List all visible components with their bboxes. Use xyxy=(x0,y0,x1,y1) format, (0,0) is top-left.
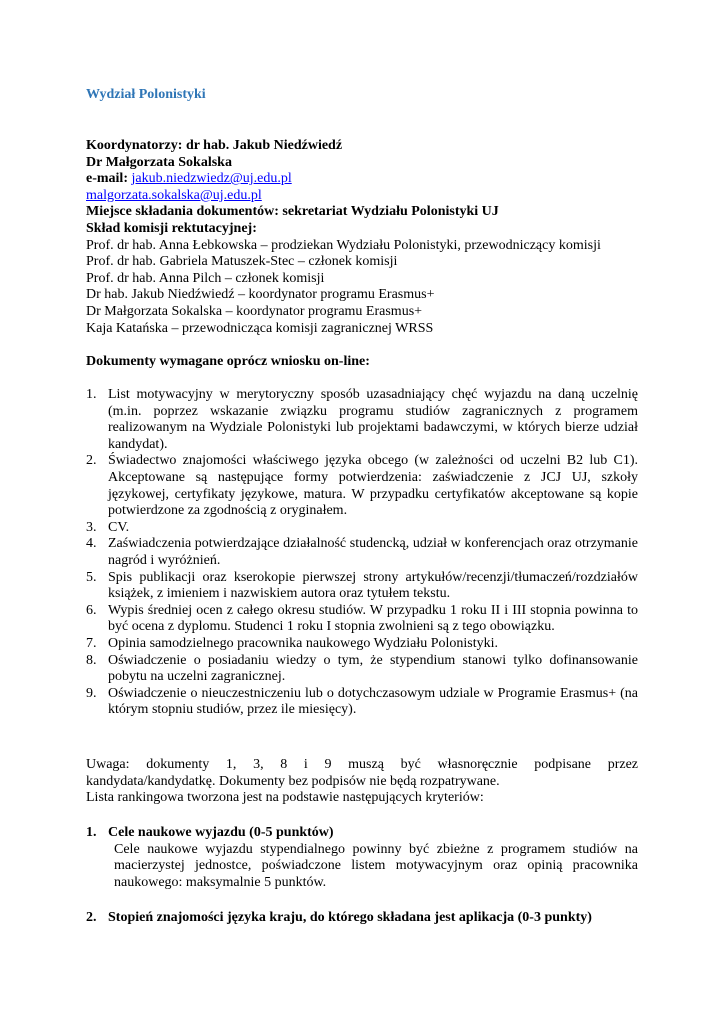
coordinator-name-2: Dr Małgorzata Sokalska xyxy=(86,154,232,170)
coordinators-label: Koordynatorzy: xyxy=(86,138,183,153)
item-text: CV. xyxy=(108,519,130,535)
committee-member: Prof. dr hab. Anna Pilch – członek komisji xyxy=(86,270,325,286)
document-item xyxy=(86,603,638,636)
criterion-title: Cele naukowe wyjazdu (0-5 punktów) xyxy=(108,825,334,840)
email-line-2 xyxy=(86,188,638,205)
document-item xyxy=(86,453,638,519)
criterion-title: Stopień znajomości języka kraju, do którego składana jest aplikacja (0-3 punkty) xyxy=(108,910,592,925)
criterion-number: 1. xyxy=(86,825,97,840)
document-item xyxy=(86,387,638,453)
documents-heading: Dokumenty wymagane oprócz wniosku on-line: xyxy=(86,354,370,369)
email-link-1[interactable]: jakub.niedzwiedz@uj.edu.pl xyxy=(131,171,292,187)
criterion-item xyxy=(86,910,592,927)
document-item xyxy=(86,570,638,603)
item-number: 8. xyxy=(86,652,97,668)
committee-label: Skład komisji rektutacyjnej: xyxy=(86,220,257,236)
committee-member: Prof. dr hab. Anna Łebkowska – prodziekan Wydziału Polonistyki, przewodniczący komisji xyxy=(86,237,601,253)
criterion-title-line xyxy=(86,825,638,842)
document-item xyxy=(86,520,638,537)
item-number: 5. xyxy=(86,569,97,585)
documents-list xyxy=(86,387,638,719)
item-text: Opinia samodzielnego pracownika naukowego Wydziału Polonistyki. xyxy=(108,635,499,651)
coordinators-line xyxy=(86,138,638,155)
document-item xyxy=(86,636,638,653)
document-item xyxy=(86,653,638,686)
submission-line xyxy=(86,204,638,221)
coordinator-name-1: dr hab. Jakub Niedźwiedź xyxy=(185,138,343,153)
criterion-number: 2. xyxy=(86,910,97,925)
faculty-heading: Wydział Polonistyki xyxy=(86,87,206,102)
note-line: kandydata/kandydatkę. Dokumenty bez podpisów nie będą rozpatrywane. xyxy=(86,773,500,789)
item-number: 3. xyxy=(86,519,97,535)
item-text: Świadectwo znajomości właściwego języka obcego (w zależności od uczelni B2 lub C1). Akceptowane są następujące formy potwierdzenia: zaświadczenie z JCJ UJ, szkoły językowej, certyfikaty językowe, matura. W przypadku certyfikatów akceptowane są kopie potwierdzone za zgodnością z oryginałem. xyxy=(108,453,638,519)
item-number: 9. xyxy=(86,685,97,701)
document-item xyxy=(86,536,638,569)
criterion-description: Cele naukowe wyjazdu stypendialnego powinny być zbieżne z programem studiów na macierzystej jednostce, poświadczone listem motywacyjnym oraz opinią pracownika naukowego: maksymalnie 5 punktów. xyxy=(114,841,638,890)
note-section xyxy=(86,757,638,807)
ranking-intro: Lista rankingowa tworzona jest na podstawie następujących kryteriów: xyxy=(86,790,484,806)
item-number: 1. xyxy=(86,387,97,402)
email-line xyxy=(86,171,638,188)
committee-member: Dr Małgorzata Sokalska – koordynator programu Erasmus+ xyxy=(86,303,423,319)
email-link-2[interactable]: malgorzata.sokalska@uj.edu.pl xyxy=(86,187,262,203)
coordinators-section xyxy=(86,138,638,337)
item-number: 2. xyxy=(86,453,97,469)
item-number: 6. xyxy=(86,602,97,618)
item-text: List motywacyjny w merytoryczny sposób uzasadniający chęć wyjazdu na daną uczelnię (m.in. poprzez wskazanie związku programu studiów zagranicznych z programem realizowanym na Wydziale Polonistyki lub projektami badawczymi, w których bierze udział kandydat). xyxy=(108,387,638,452)
committee-member: Kaja Katańska – przewodnicząca komisji zagranicznej WRSS xyxy=(86,320,434,336)
submission-value: sekretariat Wydziału Polonistyki UJ xyxy=(282,204,499,220)
item-number: 4. xyxy=(86,536,97,552)
item-text: Wypis średniej ocen z całego okresu studiów. W przypadku 1 roku II i III stopnia powinna to być ocena z dyplomu. Studenci 1 roku I stopnia zwolnieni są z tego obowiązku. xyxy=(108,602,638,635)
item-text: Zaświadczenia potwierdzające działalność studencką, udział w konferencjach oraz otrzymanie nagród i wyróżnień. xyxy=(108,536,638,568)
submission-label: Miejsce składania dokumentów: xyxy=(86,204,279,220)
item-text: Oświadczenie o nieuczestniczeniu lub o dotychczasowym udziale w Programie Erasmus+ (na którym stopniu studiów, przez ile miesięcy). xyxy=(108,685,638,718)
item-text: Oświadczenie o posiadaniu wiedzy o tym, że stypendium stanowi tylko dofinansowanie pobytu na uczelni zagranicznej. xyxy=(108,652,638,685)
committee-member: Dr hab. Jakub Niedźwiedź – koordynator programu Erasmus+ xyxy=(86,287,435,303)
document-item xyxy=(86,686,638,719)
committee-member: Prof. dr hab. Gabriela Matuszek-Stec – członek komisji xyxy=(86,254,398,270)
email-label: e-mail: xyxy=(86,171,128,187)
item-text: Spis publikacji oraz kserokopie pierwszej strony artykułów/recenzji/tłumaczeń/rozdziałów książek, z imieniem i nazwiskiem autora oraz tytułem tekstu. xyxy=(108,569,638,602)
note-line: Uwaga: dokumenty 1, 3, 8 i 9 muszą być własnoręcznie podpisane przez xyxy=(86,757,638,772)
item-number: 7. xyxy=(86,635,97,651)
criterion-item xyxy=(86,825,638,891)
